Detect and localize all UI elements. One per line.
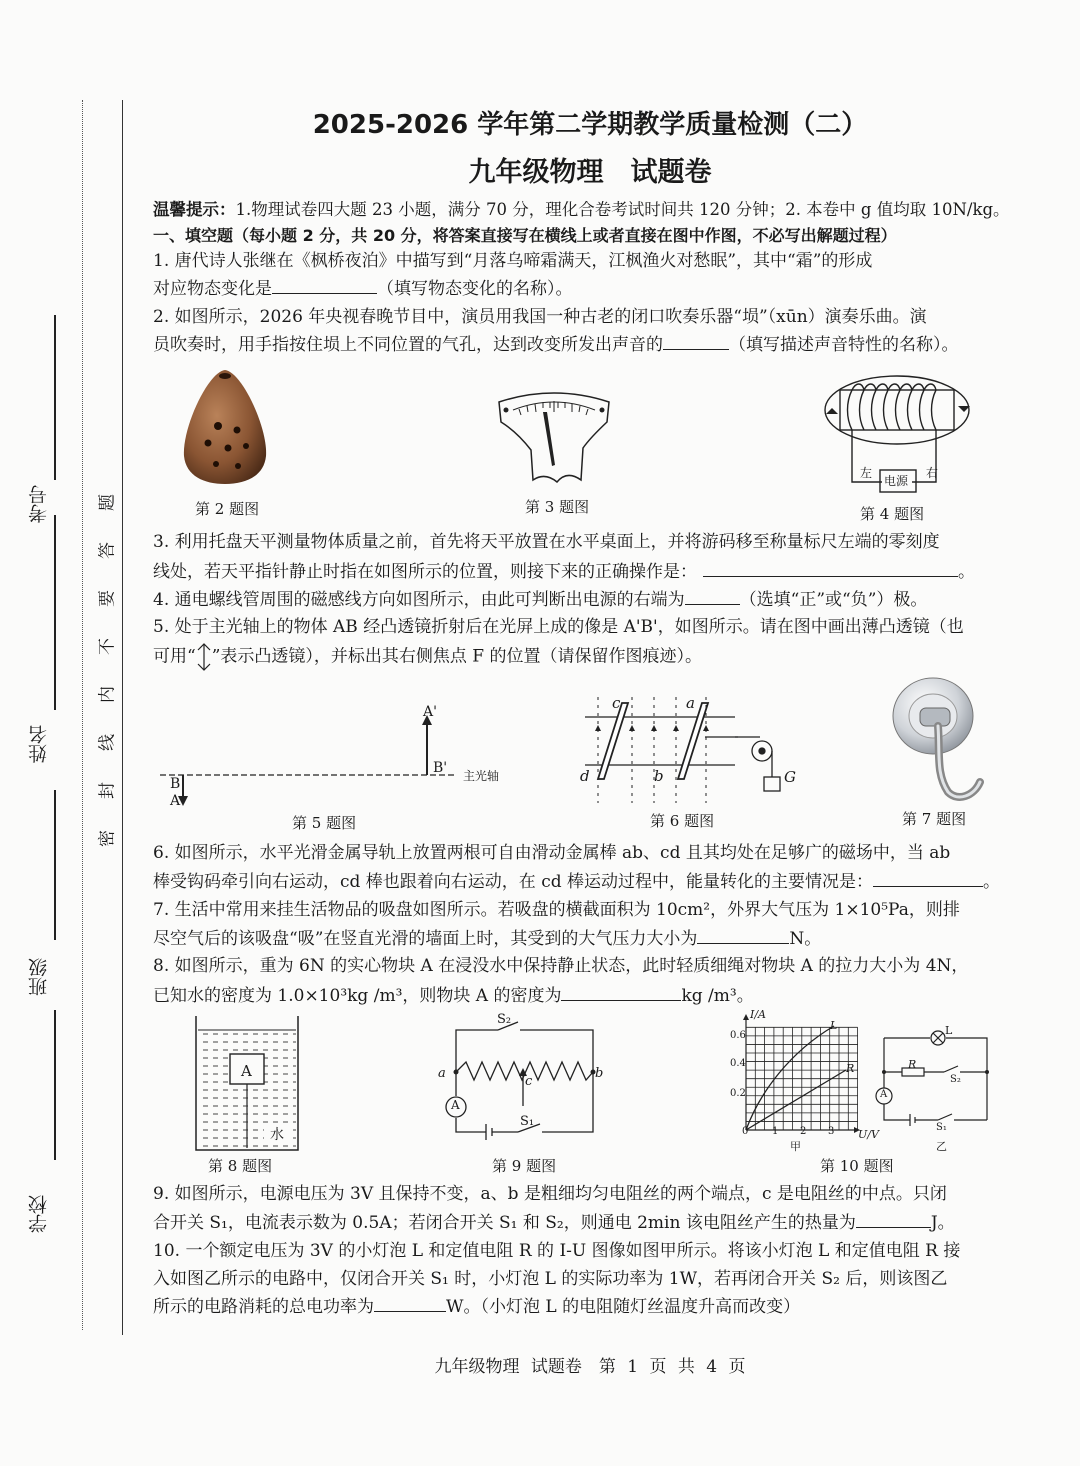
fig10-jia: 甲: [790, 1140, 801, 1153]
name-label: 姓名: [28, 725, 50, 763]
fig10-y-tick: 0.6: [730, 1030, 746, 1041]
fig10b-L: L: [945, 1024, 953, 1037]
fig10-ylabel: I/A: [750, 1008, 766, 1021]
seal-char: 答: [97, 542, 118, 559]
notice-label: 温馨提示：: [153, 200, 236, 219]
q9-line1: 9. 如图所示，电源电压为 3V 且保持不变，a、b 是粗细均匀电阻丝的两个端点，c 是电阻丝的中点。只闭: [153, 1184, 947, 1204]
fig5-A-prime: A': [423, 704, 437, 720]
fig2-caption: 第 2 题图: [195, 500, 260, 518]
seal-char: 线: [97, 734, 118, 751]
q7-line2: 尽空气后的该吸盘“吸”在竖直光滑的墙面上时，其受到的大气压力大小为 N。: [153, 925, 1033, 953]
fig10-caption: 第 10 题图: [820, 1157, 894, 1175]
q5-line1: 5. 处于主光轴上的物体 AB 经凸透镜折射后在光屏上成的像是 A'B'，如图所示。请在图中画出薄凸透镜（也: [153, 617, 964, 637]
fig10b-S1: S₁: [936, 1122, 947, 1133]
fig9-a: a: [438, 1066, 446, 1081]
fig9-S1: S₁: [520, 1114, 535, 1129]
fig6-label-G: G: [784, 768, 796, 786]
solid-seal-line: [122, 100, 123, 1335]
fig5-A: A: [170, 793, 181, 809]
class-line: [54, 1010, 56, 1160]
fig4-caption: 第 4 题图: [860, 505, 925, 523]
q2-line2: 员吹奏时，用手指按住埙上不同位置的气孔，达到改变所发出声音的 （填写描述声音特性的名称）。: [153, 331, 1033, 359]
fig6-label-d: d: [580, 767, 590, 785]
fig9-ammeter-A: A: [451, 1098, 460, 1112]
q3-line1: 3. 利用托盘天平测量物体质量之前，首先将天平放置在水平桌面上，并将游码移至称量标尺左端的零刻度: [153, 532, 940, 552]
fig10b-yi: 乙: [936, 1140, 947, 1153]
iu-graph: [730, 1012, 860, 1142]
fig4-left-label: 左: [860, 466, 873, 480]
q2-line1: 2. 如图所示，2026 年央视春晚节目中，演员用我国一种古老的闭口吹奏乐器“埙”（xūn）演奏乐曲。演: [153, 307, 927, 327]
exam-number-line: [54, 315, 56, 480]
suction-hook-figure: [888, 674, 988, 804]
class-label: 班级: [28, 958, 50, 996]
answer-blank[interactable]: [697, 925, 789, 944]
fig10-x-tick: 2: [800, 1126, 807, 1137]
name-line-top: [54, 515, 56, 710]
seal-char: 内: [97, 686, 118, 703]
name-line: [54, 790, 56, 940]
xun-instrument-figure: [180, 368, 270, 486]
seal-line-text: [95, 490, 118, 850]
exam-number-label: 考号: [28, 485, 50, 523]
seal-char: 不: [97, 638, 118, 655]
notice-text: 1.物理试卷四大题 23 小题，满分 70 分，理化合卷考试时间共 120 分钟；2. 本卷中 g 值均取 10N/kg。: [235, 200, 1010, 219]
page-footer: 九年级物理 试题卷 第 1 页 共 4 页: [434, 1357, 746, 1377]
q3-line2: 线处，若天平指针静止时指在如图所示的位置，则接下来的正确操作是： 。: [153, 558, 1033, 586]
fig10b-ammeter-A: A: [880, 1089, 888, 1100]
q10-line3: 所示的电路消耗的总电功率为 W。（小灯泡 L 的电阻随灯丝温度升高而改变）: [153, 1293, 1033, 1321]
q10-line2: 入如图乙所示的电路中，仅闭合开关 S₁ 时，小灯泡 L 的实际功率为 1W，若再闭合开关 S₂ 后，则该图乙: [153, 1269, 948, 1289]
section-heading: 一、填空题（每小题 2 分，共 20 分，将答案直接写在横线上或者直接在图中作图，不必写出解题过程）: [153, 226, 897, 245]
q1-line2: 对应物态变化是 （填写物态变化的名称）。: [153, 275, 1033, 303]
fig6-label-b: b: [654, 767, 664, 785]
fig9-S2: S₂: [497, 1012, 512, 1027]
answer-blank[interactable]: [703, 558, 958, 577]
beaker-figure: [192, 1014, 302, 1154]
fig10-x-tick: 3: [828, 1126, 835, 1137]
fig4-right-label: 右: [926, 466, 939, 480]
fig6-label-a: a: [686, 694, 695, 712]
answer-blank[interactable]: [272, 275, 377, 294]
q6-line1: 6. 如图所示，水平光滑金属导轨上放置两根可自由滑动金属棒 ab、cd 且其均处在足够广的磁场中，当 ab: [153, 843, 951, 863]
fig8-caption: 第 8 题图: [208, 1157, 273, 1175]
fig10-R-label: R: [846, 1062, 855, 1075]
fig10-x-tick: 1: [772, 1126, 779, 1137]
fig8-water-label: 水: [270, 1127, 284, 1143]
q8-line1: 8. 如图所示，重为 6N 的实心物块 A 在浸没水中保持静止状态，此时轻质细绳对物块 A 的拉力大小为 4N，: [153, 956, 969, 976]
q4-line: 4. 通电螺线管周围的磁感线方向如图所示，由此可判断出电源的右端为 （选填“正”或“负”）极。: [153, 586, 1033, 614]
fig5-caption: 第 5 题图: [292, 814, 357, 832]
seal-char: 题: [97, 494, 118, 511]
q7-line1: 7. 生活中常用来挂生活物品的吸盘如图所示。若吸盘的横截面积为 10cm²，外界大气压为 1×10⁵Pa，则排: [153, 900, 960, 920]
fig10b-R: R: [908, 1058, 917, 1071]
fig8-block-A: A: [241, 1062, 252, 1080]
fig4-power-label: 电源: [884, 474, 909, 488]
page-title: 2025-2026 学年第二学期教学质量检测（二）: [312, 110, 868, 140]
fig6-caption: 第 6 题图: [650, 812, 715, 830]
fig9-b: b: [595, 1066, 604, 1081]
fig10-y-tick: 0.4: [730, 1058, 746, 1069]
fig5-B: B: [170, 776, 181, 792]
answer-blank[interactable]: [561, 982, 681, 1001]
fig3-caption: 第 3 题图: [525, 498, 590, 516]
answer-blank[interactable]: [685, 586, 740, 605]
seal-char: 封: [97, 782, 118, 799]
answer-blank[interactable]: [663, 331, 729, 350]
dotted-seal-line: [82, 100, 83, 1330]
school-label: 学校: [28, 1195, 50, 1233]
notice: [153, 196, 1033, 223]
lamp-resistor-circuit: [872, 1020, 992, 1138]
fig10-xlabel: U/V: [858, 1128, 879, 1141]
fig10-x-tick: 0: [742, 1126, 749, 1137]
q6-line2: 棒受钩码牵引向右运动，cd 棒也跟着向右运动，在 cd 棒运动过程中，能量转化的主要情况是： 。: [153, 868, 1033, 896]
fig5-axis-label: 主光轴: [463, 769, 500, 783]
fig7-caption: 第 7 题图: [902, 810, 967, 828]
q5-line2: 可用“ ”表示凸透镜），并标出其右侧焦点 F 的位置（请保留作图痕迹）。: [153, 642, 1033, 672]
convex-lens-symbol-icon: [196, 642, 212, 672]
seal-char: 要: [97, 590, 118, 607]
q1-line1: 1. 唐代诗人张继在《枫桥夜泊》中描写到“月落乌啼霜满天，江枫渔火对愁眠”，其中“霜”的形成: [153, 251, 873, 271]
fig9-c: c: [525, 1074, 533, 1089]
fig10-L-label: L: [830, 1019, 838, 1032]
seal-char: 密: [97, 830, 118, 847]
fig9-caption: 第 9 题图: [492, 1157, 557, 1175]
balance-pointer-figure: [495, 390, 613, 488]
fig5-B-prime: B': [433, 760, 448, 776]
answer-blank[interactable]: [873, 868, 983, 887]
q10-line1: 10. 一个额定电压为 3V 的小灯泡 L 和定值电阻 R 的 I-U 图像如图甲所示。将该小灯泡 L 和定值电阻 R 接: [153, 1241, 961, 1261]
fig6-label-c: c: [612, 694, 621, 712]
answer-blank[interactable]: [374, 1293, 446, 1312]
q8-line2: 已知水的密度为 1.0×10³kg /m³，则物块 A 的密度为 kg /m³。: [153, 982, 1033, 1010]
lens-optics-figure: [155, 700, 525, 810]
page-subtitle: 九年级物理 试题卷: [468, 157, 712, 188]
answer-blank[interactable]: [856, 1209, 931, 1228]
q9-line2: 合开关 S₁，电流表示数为 0.5A；若闭合开关 S₁ 和 S₂，则通电 2min 该电阻丝产生的热量为 J。: [153, 1209, 1033, 1237]
fig10b-S2: S₂: [950, 1074, 961, 1085]
fig10-y-tick: 0.2: [730, 1088, 746, 1099]
